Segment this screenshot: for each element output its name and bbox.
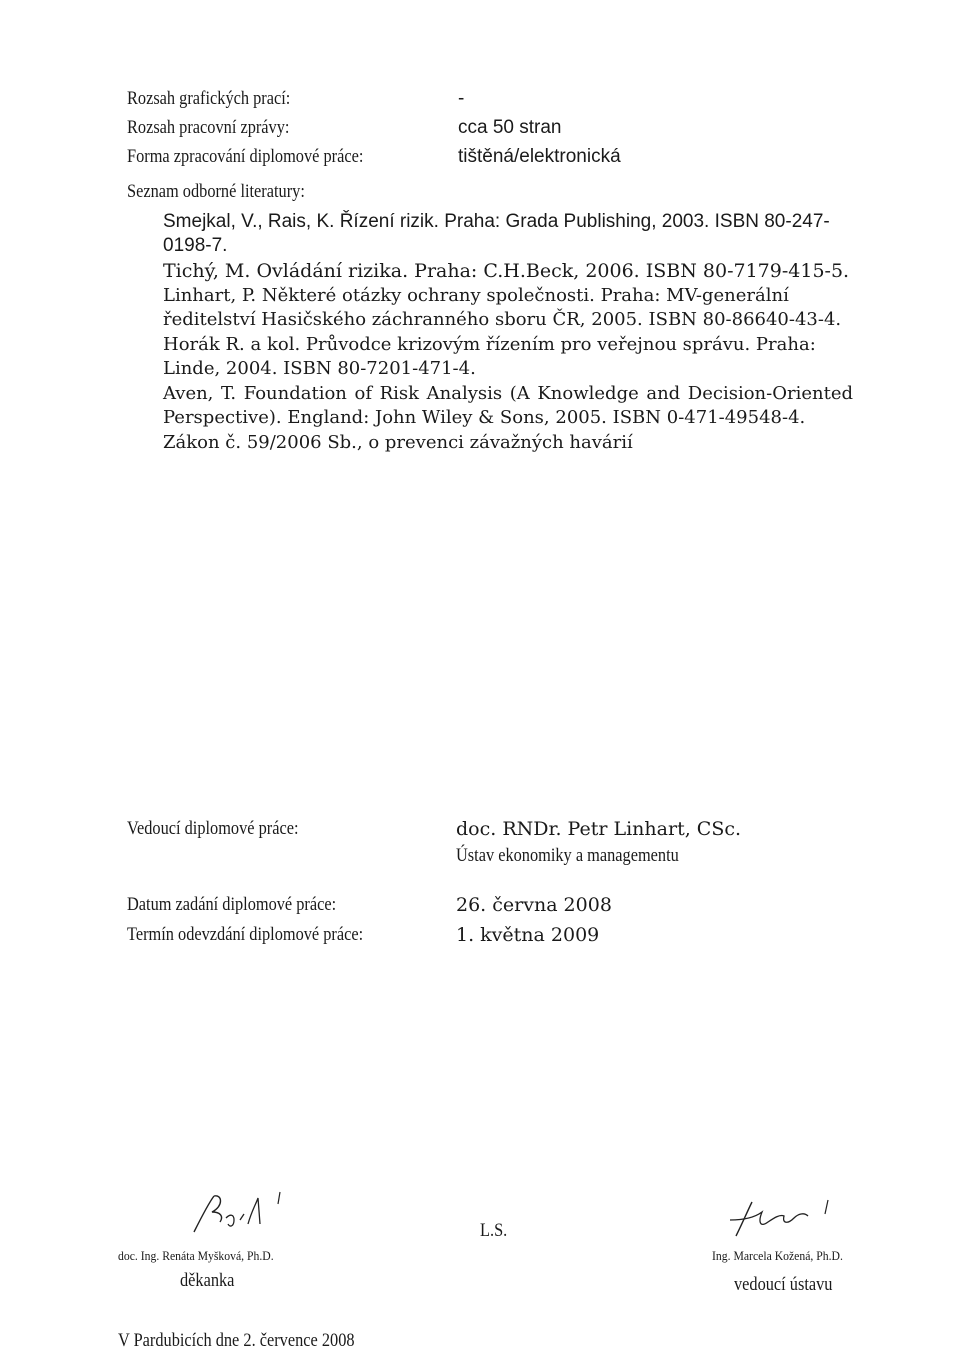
graphics-value: -: [458, 88, 465, 109]
form-label: Forma zpracování diplomové práce:: [127, 146, 364, 167]
report-label: Rozsah pracovní zprávy:: [127, 117, 290, 138]
assigned-label: Datum zadání diplomové práce:: [127, 894, 337, 915]
head-signature: [728, 1198, 838, 1246]
due-label: Termín odevzdání diplomové práce:: [127, 924, 364, 945]
seal-label: L.S.: [480, 1220, 508, 1241]
literature-item: Aven, T. Foundation of Risk Analysis (A Knowledge and Decision-Oriented Perspective). England: John Wiley & Sons, 2005. ISBN 0-471-49548-4.: [163, 383, 853, 428]
form-value: tištěná/elektronická: [458, 146, 621, 167]
literature-item: Horák R. a kol. Průvodce krizovým řízením pro veřejnou správu. Praha: Linde, 2004. ISBN 80-7201-471-4.: [163, 334, 816, 379]
literature-item: Smejkal, V., Rais, K. Řízení rizik. Praha: Grada Publishing, 2003. ISBN 80-247-0198-7.: [163, 211, 830, 256]
assigned-value: 26. června 2008: [456, 894, 612, 916]
graphics-label: Rozsah grafických prací:: [127, 88, 291, 109]
place-date: V Pardubicích dne 2. července 2008: [118, 1330, 355, 1351]
supervisor-name: doc. RNDr. Petr Linhart, CSc.: [456, 818, 742, 840]
literature-item: Tichý, M. Ovládání rizika. Praha: C.H.Beck, 2006. ISBN 80-7179-415-5.: [163, 260, 850, 282]
literature-label: Seznam odborné literatury:: [127, 181, 305, 202]
supervisor-institute: Ústav ekonomiky a managementu: [456, 845, 679, 866]
report-value: cca 50 stran: [458, 117, 562, 138]
dean-name: doc. Ing. Renáta Myšková, Ph.D.: [118, 1248, 274, 1263]
head-role: vedoucí ústavu: [734, 1274, 833, 1295]
supervisor-label: Vedoucí diplomové práce:: [127, 818, 299, 839]
dean-role: děkanka: [180, 1270, 235, 1291]
literature-item: Linhart, P. Některé otázky ochrany společnosti. Praha: MV-generální ředitelství Hasičského záchranného sboru ČR, 2005. ISBN 80-86640-43-4.: [163, 285, 842, 330]
literature-list: [163, 210, 853, 456]
dean-signature: [190, 1190, 290, 1240]
literature-item: Zákon č. 59/2006 Sb., o prevenci závažných havárií: [163, 432, 633, 453]
due-value: 1. května 2009: [456, 924, 600, 946]
head-name: Ing. Marcela Kožená, Ph.D.: [712, 1248, 843, 1263]
